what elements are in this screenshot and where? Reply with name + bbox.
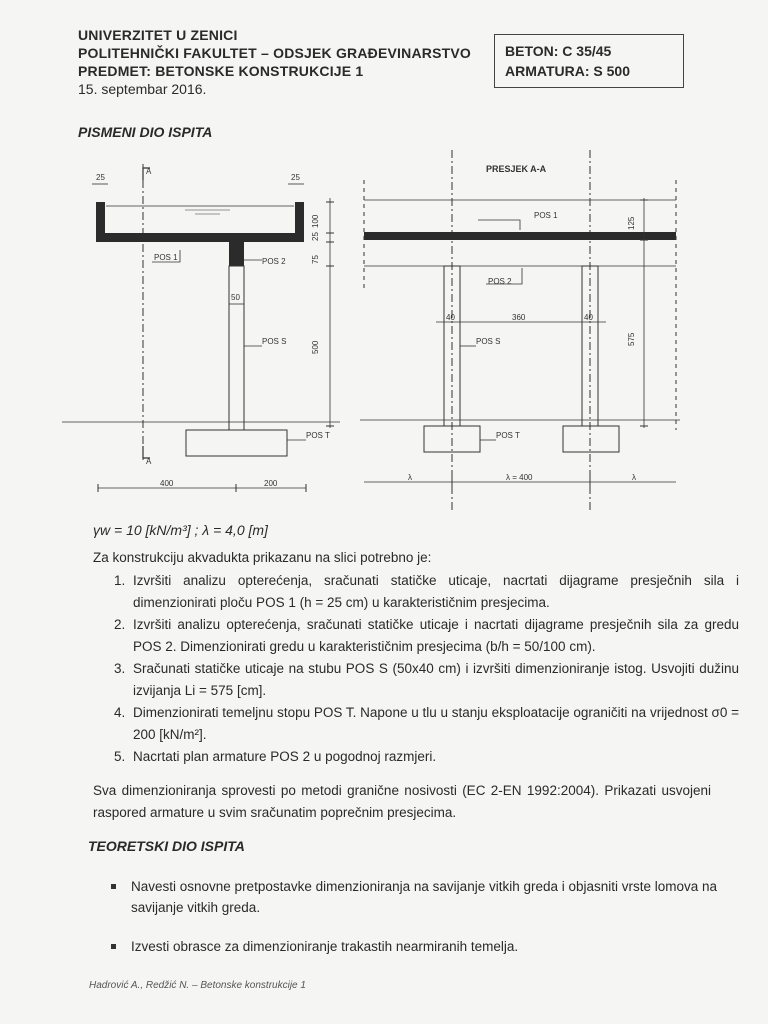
page-footer: Hadrović A., Redžić N. – Betonske konstrukcije 1: [89, 980, 306, 991]
theory-item: Izvesti obrasce za dimenzioniranje trakastih nearmiranih temelja.: [131, 936, 731, 957]
dim-100: 100: [311, 214, 320, 228]
section-mark-top: A: [146, 167, 152, 176]
concrete-class: BETON: C 35/45: [505, 43, 612, 59]
section-mark-bottom: A: [146, 457, 152, 466]
section-view: [360, 150, 680, 510]
dim-575: 575: [627, 332, 636, 346]
section-slab: [364, 232, 676, 240]
task-item: 3. Sračunati statičke uticaje na stubu POS S (50x40 cm) i izvršiti dimenzioniranje istog. Usvojiti dužinu izvijanja Li = 575 [cm].: [129, 658, 739, 702]
dim-40-right: 40: [584, 313, 593, 322]
dim-25-vertical: 25: [311, 232, 320, 241]
document-header: [78, 26, 471, 98]
faculty-name: POLITEHNIČKI FAKULTET – ODSJEK GRAĐEVINARSTVO: [78, 45, 471, 61]
section-label-pos1: POS 1: [534, 211, 558, 220]
label-pos2: POS 2: [262, 257, 286, 266]
theory-item: Navesti osnovne pretpostavke dimenzioniranja na savijanje vitkih greda i objasniti vrste lomova na savijanje vitkih greda.: [131, 876, 731, 918]
task-intro: Za konstrukciju akvadukta prikazanu na slici potrebno je:: [93, 550, 432, 565]
dim-200: 200: [264, 479, 278, 488]
structure-drawing: [0, 150, 768, 520]
task-item: 4. Dimenzionirati temeljnu stopu POS T. Napone u tlu u stanju eksploatacije ograničiti na vrijednost σ0 = 200 [kN/m²].: [129, 702, 739, 746]
given-values: γw = 10 [kN/m³] ; λ = 4,0 [m]: [93, 522, 268, 538]
side-view: [62, 164, 340, 492]
university-name: UNIVERZITET U ZENICI: [78, 27, 238, 43]
theory-list: [113, 876, 731, 975]
task-item: 2. Izvršiti analizu opterećenja, sračunati statičke uticaje i nacrtati dijagrame presječnih sila za gredu POS 2. Dimenzionirati gredu u karakterističnim presjecima (b/h = 50/100 cm).: [129, 614, 739, 658]
task-list: [93, 570, 739, 768]
dim-125: 125: [627, 216, 636, 230]
section-label-pos-s: POS S: [476, 337, 501, 346]
dim-75: 75: [311, 255, 320, 264]
tank-bottom-slab: [96, 233, 304, 242]
subject-name: PREDMET: BETONSKE KONSTRUKCIJE 1: [78, 63, 364, 79]
footing-pos-t: [186, 430, 287, 456]
dim-25-right: 25: [291, 173, 300, 182]
label-pos1: POS 1: [154, 253, 178, 262]
label-pos-s: POS S: [262, 337, 287, 346]
written-part-title: PISMENI DIO ISPITA: [78, 124, 213, 140]
dim-500: 500: [311, 340, 320, 354]
column-pos-s: [229, 266, 244, 430]
lambda-left: λ: [408, 473, 412, 482]
task-item: 5. Nacrtati plan armature POS 2 u pogodnoj razmjeri.: [129, 746, 739, 768]
materials-box: [494, 34, 684, 88]
section-view-labels: [408, 164, 636, 482]
lambda-mid: λ = 400: [506, 473, 533, 482]
lambda-right: λ: [632, 473, 636, 482]
dim-400: 400: [160, 479, 174, 488]
rebar-class: ARMATURA: S 500: [505, 63, 630, 79]
section-footing-right: [563, 426, 619, 452]
section-title: PRESJEK A-A: [486, 164, 547, 174]
dim-360: 360: [512, 313, 526, 322]
label-pos-t: POS T: [306, 431, 330, 440]
section-label-pos2: POS 2: [488, 277, 512, 286]
dim-column-50: 50: [231, 293, 240, 302]
dim-25-left: 25: [96, 173, 105, 182]
dim-40-left: 40: [446, 313, 455, 322]
task-item: 1. Izvršiti analizu opterećenja, sračunati statičke uticaje, nacrtati dijagrame presječnih sila i dimenzionirati ploču POS 1 (h = 25 cm) u karakterističnim presjecima.: [129, 570, 739, 614]
exam-date: 15. septembar 2016.: [78, 81, 207, 97]
section-label-pos-t: POS T: [496, 431, 520, 440]
closing-paragraph: Sva dimenzioniranja sprovesti po metodi granične nosivosti (EC 2-EN 1992:2004). Prikazati usvojeni raspored armature u svim sračunatim poprečnim presjecima.: [93, 783, 711, 820]
theory-part-title: TEORETSKI DIO ISPITA: [88, 838, 245, 854]
beam-pos2: [229, 242, 244, 266]
